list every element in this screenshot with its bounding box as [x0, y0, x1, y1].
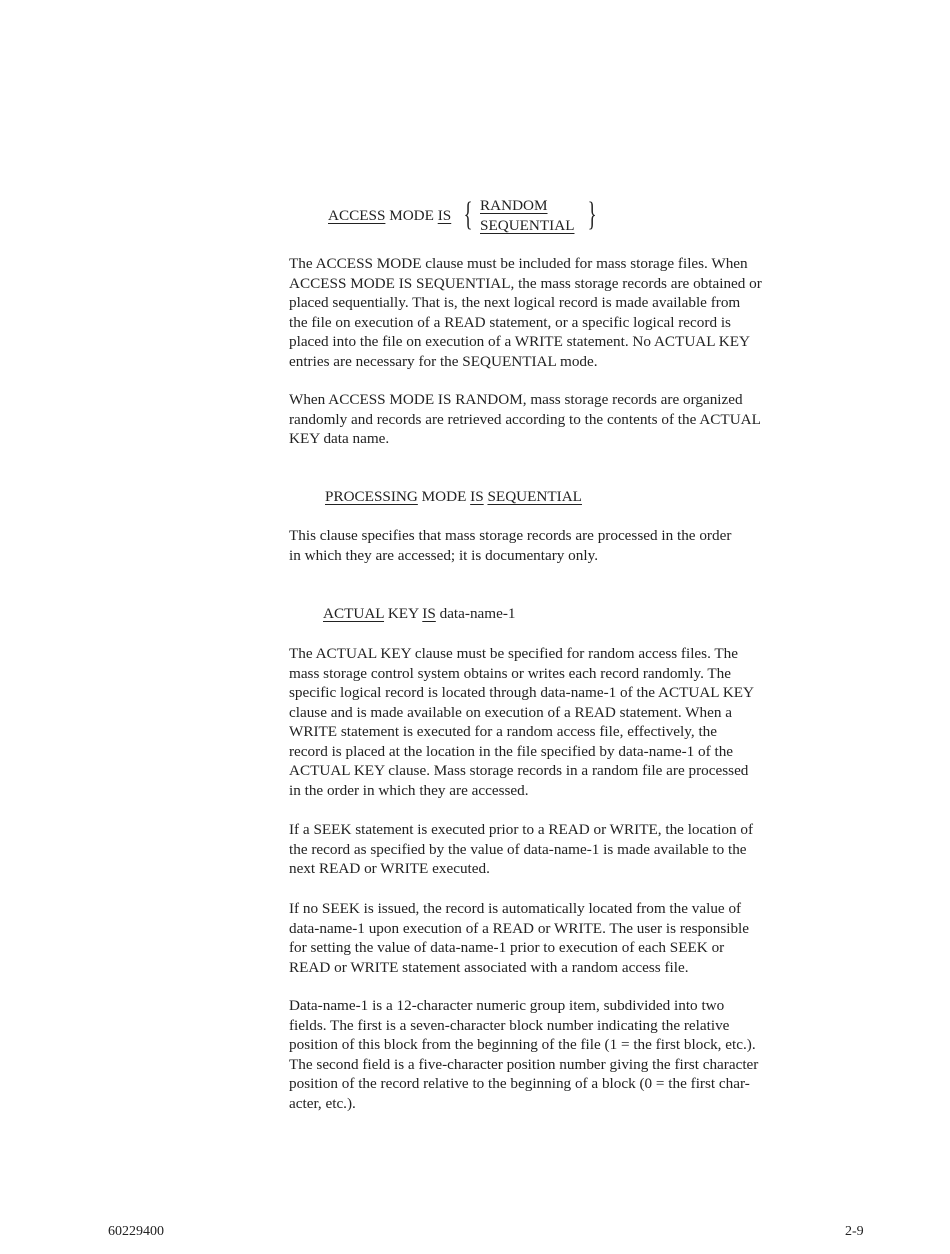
keyword-access: ACCESS [328, 207, 386, 224]
access-mode-paragraph-1: The ACCESS MODE clause must be included for mass storage files. When ACCESS MODE IS SEQUENTIAL, the mass storage records are obtained or placed sequentially. That is, the next logical record is made available from the file on execution of a READ statement, or a specific logical record is placed into the file on execution of a WRITE statement. No ACTUAL KEY entries are necessary for the SEQUENTIAL mode. [289, 255, 762, 370]
keyword-processing: PROCESSING [325, 488, 418, 505]
choice-sequential: SEQUENTIAL [480, 217, 575, 234]
actual-key-paragraph-3: If no SEEK is issued, the record is automatically located from the value of data-name-1 upon execution of a READ or WRITE. The user is responsible for setting the value of data-name-1 prior to execution of each SEEK or READ or WRITE statement associated with a random access file. [289, 900, 749, 976]
left-brace: { [463, 196, 473, 233]
page-number: 2-9 [845, 1224, 864, 1239]
processing-mode-paragraph: This clause specifies that mass storage records are processed in the order in which they are accessed; it is documentary only. [289, 527, 732, 564]
actual-key-format [323, 605, 516, 623]
choice-random: RANDOM [480, 197, 548, 214]
word-key: KEY [387, 605, 419, 622]
keyword-is: IS [422, 605, 436, 622]
access-mode-choices [480, 196, 574, 236]
actual-key-paragraph-2: If a SEEK statement is executed prior to a READ or WRITE, the location of the record as specified by the value of data-name-1 is made available to the next READ or WRITE executed. [289, 821, 754, 877]
actual-key-paragraph-1: The ACTUAL KEY clause must be specified for random access files. The mass storage control system obtains or writes each record randomly. The specific logical record is located through data-name-1 of the ACTUAL KEY clause and is made available on execution of a READ statement. When a WRITE statement is executed for a random access file, effectively, the record is placed at the location in the file specified by data-name-1 of the ACTUAL KEY clause. Mass storage records in a random file are processed in the order in which they are accessed. [289, 645, 755, 799]
keyword-sequential: SEQUENTIAL [487, 488, 582, 505]
word-mode: MODE [389, 207, 434, 224]
processing-mode-format [325, 488, 582, 506]
word-mode: MODE [421, 488, 467, 505]
keyword-is: IS [437, 207, 452, 224]
document-number: 60229400 [108, 1224, 164, 1239]
right-brace: } [587, 196, 597, 233]
access-mode-paragraph-2: When ACCESS MODE IS RANDOM, mass storage records are organized randomly and records are retrieved according to the contents of the ACTUAL KEY data name. [289, 391, 761, 447]
access-mode-format-lead [328, 207, 451, 225]
keyword-is: IS [470, 488, 484, 505]
keyword-actual: ACTUAL [323, 605, 385, 622]
actual-key-paragraph-4: Data-name-1 is a 12-character numeric group item, subdivided into two fields. The first is a seven-character block number indicating the relative position of this block from the beginning of the file (1 = the first block, etc.). The second field is a five-character position number giving the first character position of the record relative to the beginning of a block (0 = the first char- acter, etc.). [289, 997, 759, 1112]
data-name-term: data-name-1 [439, 605, 516, 622]
